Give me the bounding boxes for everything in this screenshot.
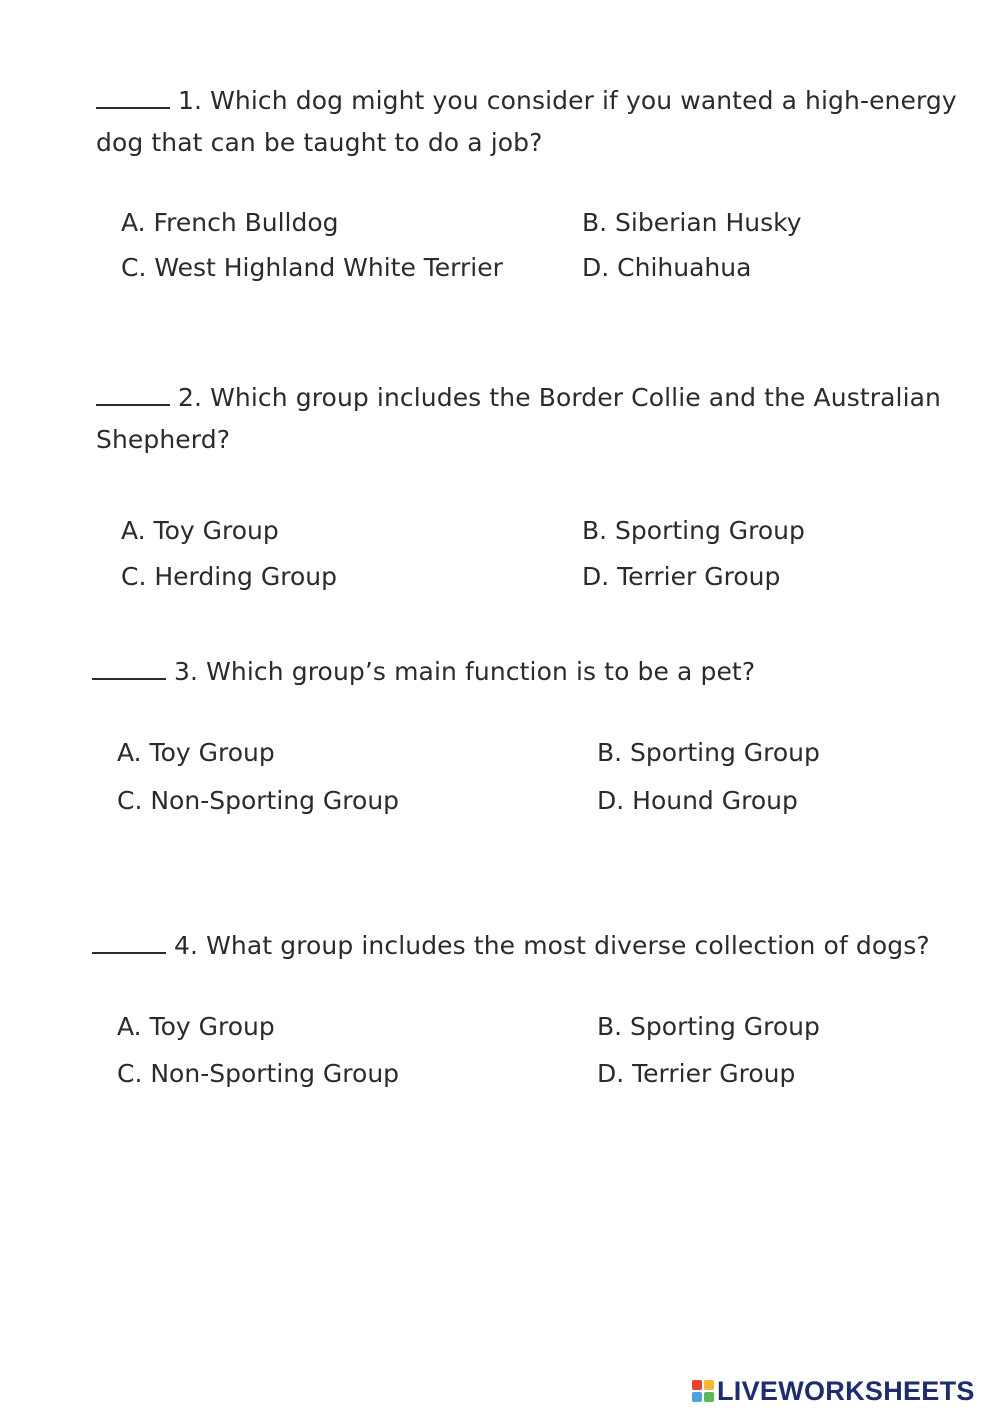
question-2-prompt: [96, 382, 941, 410]
logo-square-green: [704, 1392, 714, 1402]
liveworksheets-logo: [692, 1375, 975, 1407]
logo-square-red: [692, 1380, 702, 1390]
question-2-option-a: A. Toy Group: [121, 516, 279, 545]
answer-blank-2[interactable]: [96, 382, 170, 406]
question-3-prompt: [92, 656, 755, 684]
question-1-option-d: D. Chihuahua: [582, 253, 752, 282]
question-1-option-c: C. West Highland White Terrier: [121, 253, 503, 282]
logo-square-yellow: [704, 1380, 714, 1390]
logo-square-blue: [692, 1392, 702, 1402]
question-1-option-a: A. French Bulldog: [121, 208, 339, 237]
question-2-option-b: B. Sporting Group: [582, 516, 805, 545]
question-4-option-d: D. Terrier Group: [597, 1059, 796, 1088]
question-3-option-c: C. Non-Sporting Group: [117, 786, 400, 815]
answer-blank-4[interactable]: [92, 930, 166, 954]
question-2-text: 2. Which group includes the Border Collie and the Australian: [178, 383, 941, 412]
question-2-option-d: D. Terrier Group: [582, 562, 781, 591]
question-1-prompt-cont: dog that can be taught to do a job?: [96, 128, 543, 157]
question-1-prompt: [96, 85, 957, 113]
question-4-option-c: C. Non-Sporting Group: [117, 1059, 400, 1088]
question-1-option-b: B. Siberian Husky: [582, 208, 802, 237]
answer-blank-1[interactable]: [96, 85, 170, 109]
question-2-prompt-cont: Shepherd?: [96, 425, 231, 454]
answer-blank-3[interactable]: [92, 656, 166, 680]
question-3-option-a: A. Toy Group: [117, 738, 275, 767]
liveworksheets-logo-icon: [692, 1380, 714, 1402]
question-4-option-b: B. Sporting Group: [597, 1012, 820, 1041]
question-4-option-a: A. Toy Group: [117, 1012, 275, 1041]
question-4-prompt: [92, 930, 930, 958]
liveworksheets-logo-text: LIVEWORKSHEETS: [717, 1375, 975, 1406]
question-2-option-c: C. Herding Group: [121, 562, 337, 591]
question-1-text: 1. Which dog might you consider if you wanted a high-energy: [178, 86, 957, 115]
question-3-option-b: B. Sporting Group: [597, 738, 820, 767]
question-3-text: 3. Which group’s main function is to be a pet?: [174, 657, 756, 686]
question-3-option-d: D. Hound Group: [597, 786, 798, 815]
question-4-text: 4. What group includes the most diverse collection of dogs?: [174, 931, 930, 960]
